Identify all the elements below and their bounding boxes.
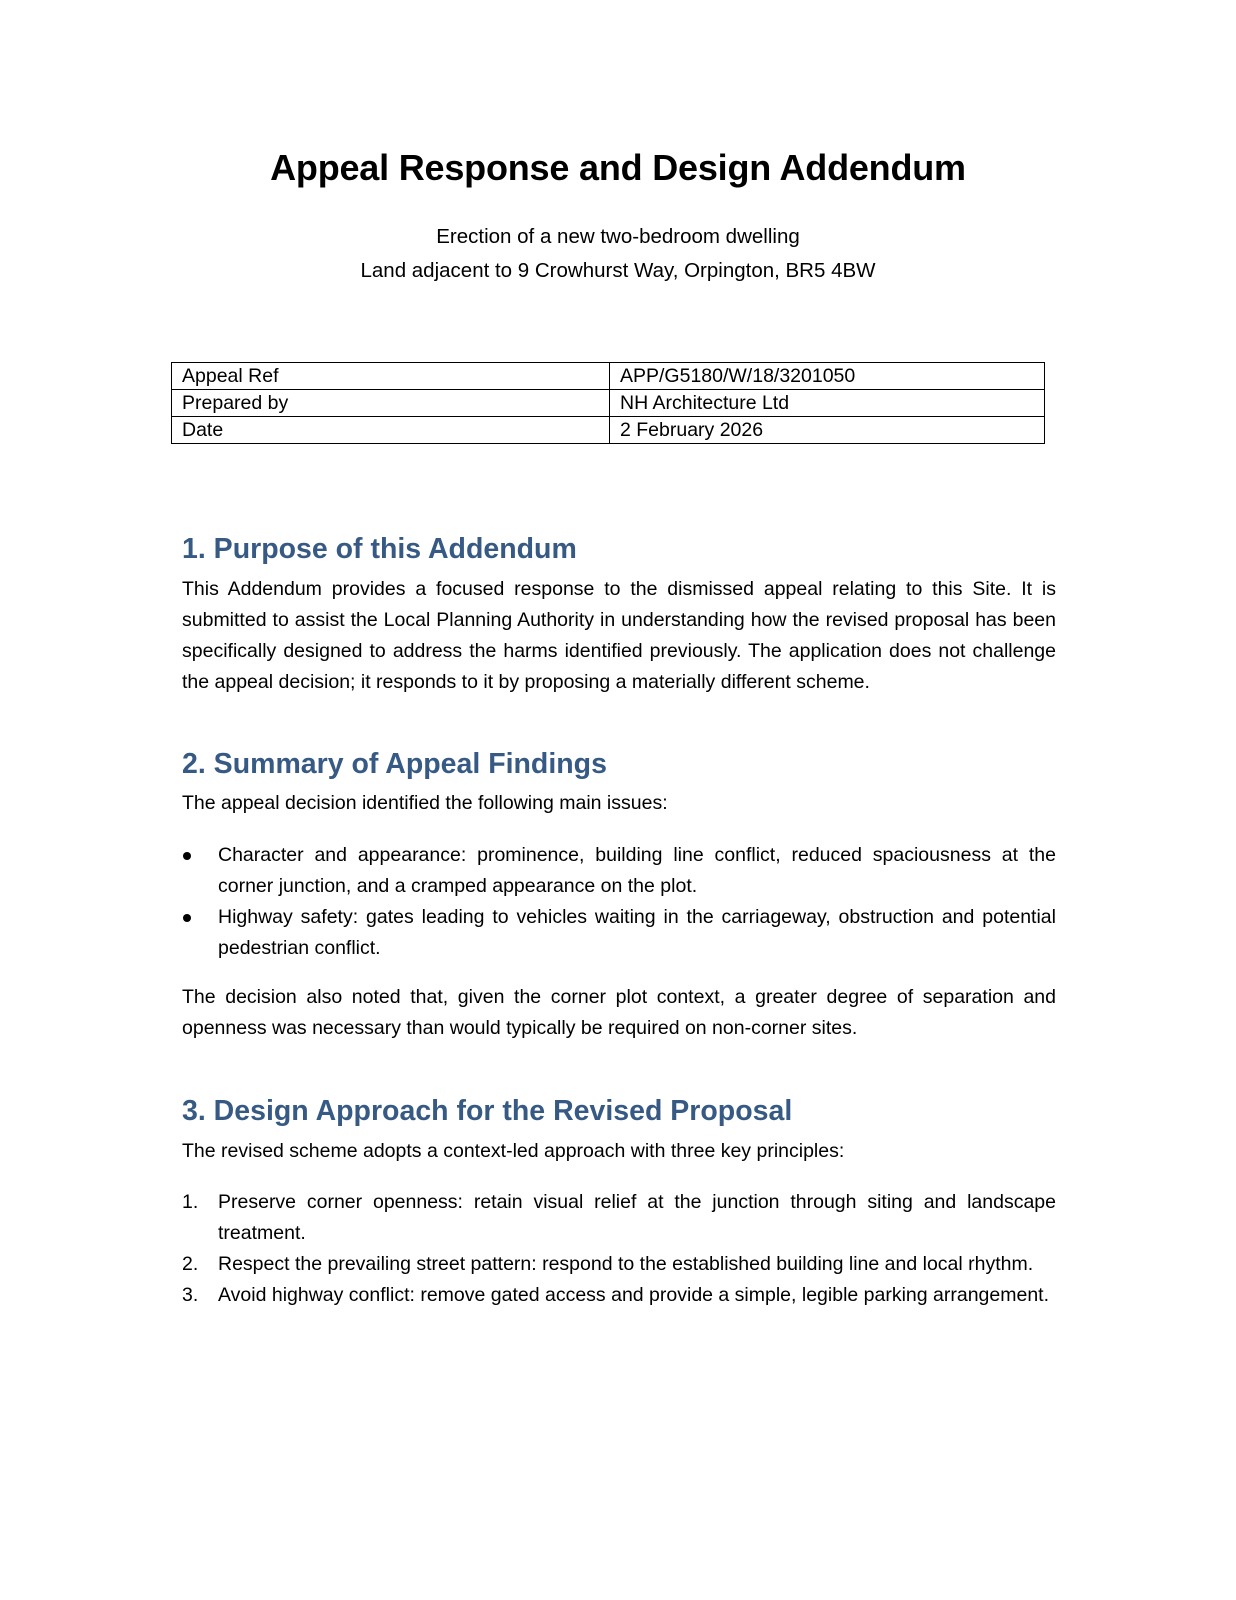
list-item-number: 3. <box>182 1284 199 1306</box>
meta-label: Date <box>172 417 610 444</box>
document-title: Appeal Response and Design Addendum <box>270 147 966 188</box>
section-1-heading: 1. Purpose of this Addendum <box>182 533 577 565</box>
meta-value: NH Architecture Ltd <box>610 390 1045 417</box>
findings-bullet-list <box>182 840 1056 964</box>
section-1-body: This Addendum provides a focused response to the dismissed appeal relating to this Site. It is submitted to assist the Local Planning Authority in understanding how the revised proposal has been specifically designed to address the harms identified previously. The application does not challenge the appeal decision; it responds to it by proposing a materially different scheme. <box>182 578 1056 693</box>
section-2-heading: 2. Summary of Appeal Findings <box>182 748 607 780</box>
list-item-text: Preserve corner openness: retain visual relief at the junction through siting and landscape treatment. <box>218 1191 1056 1244</box>
section-3-heading: 3. Design Approach for the Revised Proposal <box>182 1095 793 1127</box>
list-item-number: 1. <box>182 1191 199 1213</box>
list-item <box>182 840 1056 902</box>
list-item-text: Character and appearance: prominence, building line conflict, reduced spaciousness at the corner junction, and a cramped appearance on the plot. <box>218 844 1056 897</box>
table-row <box>172 390 1045 417</box>
document-subtitle-line1: Erection of a new two-bedroom dwelling <box>436 225 800 248</box>
bullet-icon <box>183 914 191 922</box>
list-item <box>182 902 1056 964</box>
list-item-text: Avoid highway conflict: remove gated access and provide a simple, legible parking arrangement. <box>218 1284 1050 1306</box>
list-item <box>182 1249 1056 1280</box>
section-3-intro: The revised scheme adopts a context-led approach with three key principles: <box>182 1140 845 1162</box>
meta-label: Appeal Ref <box>172 363 610 390</box>
section-2-intro: The appeal decision identified the following main issues: <box>182 792 668 814</box>
bullet-icon <box>183 852 191 860</box>
list-item-text: Highway safety: gates leading to vehicles waiting in the carriageway, obstruction and potential pedestrian conflict. <box>218 906 1056 959</box>
principles-numbered-list <box>182 1187 1056 1311</box>
section-2-closing: The decision also noted that, given the corner plot context, a greater degree of separation and openness was necessary than would typically be required on non-corner sites. <box>182 986 1056 1039</box>
meta-table <box>171 362 1045 444</box>
list-item-text: Respect the prevailing street pattern: respond to the established building line and local rhythm. <box>218 1253 1034 1275</box>
document-subtitle-line2: Land adjacent to 9 Crowhurst Way, Orpington, BR5 4BW <box>360 259 876 282</box>
meta-value: APP/G5180/W/18/3201050 <box>610 363 1045 390</box>
meta-label: Prepared by <box>172 390 610 417</box>
list-item <box>182 1280 1056 1311</box>
table-row <box>172 363 1045 390</box>
meta-value: 2 February 2026 <box>610 417 1045 444</box>
table-row <box>172 417 1045 444</box>
list-item <box>182 1187 1056 1249</box>
list-item-number: 2. <box>182 1253 199 1275</box>
